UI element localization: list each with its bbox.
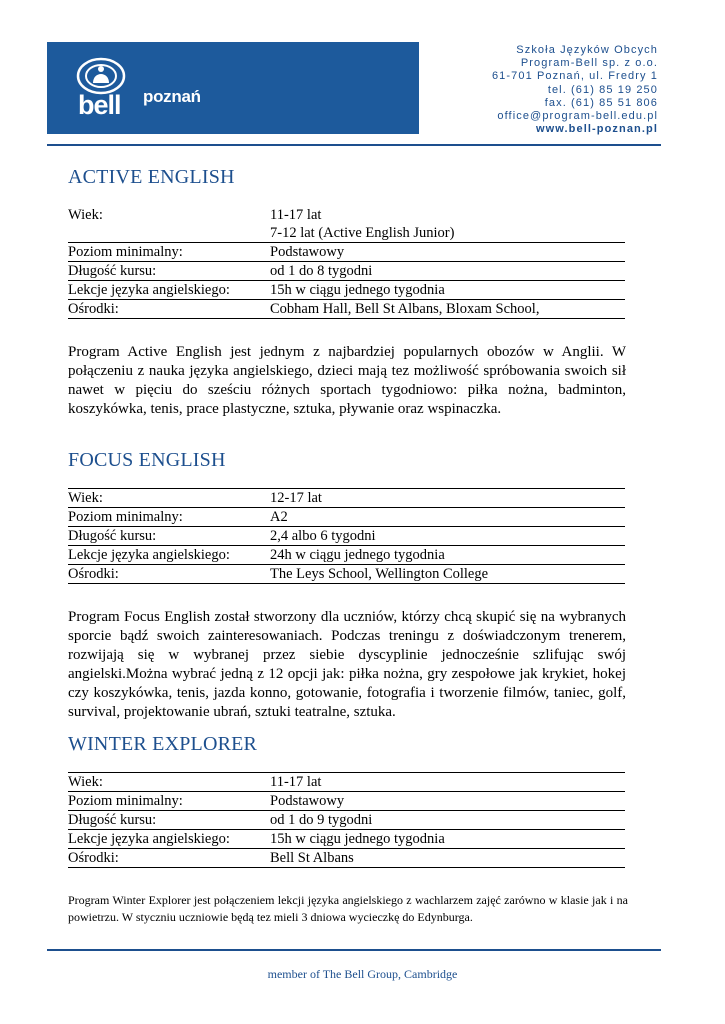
row-value: od 1 do 9 tygodni [270, 812, 373, 828]
table-row [68, 488, 625, 508]
info-table-focus-english [68, 488, 625, 584]
section-description-focus-english: Program Focus English został stworzony dla uczniów, którzy chcą skupić się na wybranych sporcie bądź swoich zainteresowaniach. Podczas treningu z doświadczonym trenerem, rozwijają się w wybranej przez siebie dyscyplinie jednocześnie szlifując swój angielski.Można wybrać jedną z 12 opcji jak: piłka nożna, gry zespołowe jak krykiet, hokej czy koszykówka, tenis, jazda konno, gotowanie, fotografia i tworzenie filmów, taniec, golf, survival, projektowanie ubrań, sztuki teatralne, sztuka. [68, 609, 626, 720]
section-title-winter-explorer: WINTER EXPLORER [68, 733, 258, 755]
info-table-winter-explorer [68, 772, 625, 868]
table-row [68, 849, 625, 868]
row-value: 15h w ciągu jednego tygodnia [270, 831, 445, 847]
row-value: The Leys School, Wellington College [270, 566, 489, 582]
table-row [68, 792, 625, 811]
row-value: Bell St Albans [270, 850, 354, 866]
logo-brand-text: bell [78, 90, 121, 120]
row-value: 15h w ciągu jednego tygodnia [270, 282, 445, 298]
row-key: Poziom minimalny: [68, 793, 183, 809]
row-key: Ośrodki: [68, 850, 119, 866]
row-key: Długość kursu: [68, 263, 157, 279]
row-value: Cobham Hall, Bell St Albans, Bloxam School, [270, 301, 540, 317]
footer-text: member of The Bell Group, Cambridge [267, 967, 458, 981]
email-link[interactable]: office@program-bell.edu.pl [497, 110, 658, 123]
table-row [68, 508, 625, 527]
footer-divider [47, 949, 661, 951]
row-key: Ośrodki: [68, 301, 119, 317]
row-key: Długość kursu: [68, 812, 157, 828]
row-key: Lekcje języka angielskiego: [68, 831, 230, 847]
table-row [68, 772, 625, 792]
table-row [68, 243, 625, 262]
contact-block [492, 44, 658, 136]
row-key: Wiek: [68, 207, 103, 223]
row-value: 24h w ciągu jednego tygodnia [270, 547, 445, 563]
section-description-winter-explorer: Program Winter Explorer jest połączeniem lekcji języka angielskiego z wachlarzem zajęć zarówno w klasie jak i na powietrzu. W styczniu uczniowie będą tez mieli 3 dniowa wycieczkę do Edynburga. [68, 893, 628, 924]
school-name: Szkoła Języków Obcych [516, 44, 658, 56]
info-table-active-english [68, 206, 625, 319]
row-key: Poziom minimalny: [68, 244, 183, 260]
row-key: Poziom minimalny: [68, 509, 183, 525]
row-value-line: 7-12 lat (Active English Junior) [270, 225, 455, 241]
header-logo-panel [47, 42, 419, 134]
row-value: 2,4 albo 6 tygodni [270, 528, 376, 544]
table-row [68, 546, 625, 565]
table-row [68, 527, 625, 546]
section-description-active-english: Program Active English jest jednym z najbardziej popularnych obozów w Anglii. W połączeniu z nauka języka angielskiego, dzieci mają tez możliwość spróbowania swoich sił nawet w pięciu do sześciu różnych sportach tygodniowo: piłka nożna, badminton, koszykówka, tenis, prace plastyczne, sztuka, pływanie oraz wspinaczka. [68, 344, 626, 417]
row-value: od 1 do 8 tygodni [270, 263, 373, 279]
row-value-line: 11-17 lat [270, 207, 322, 223]
table-row [68, 565, 625, 584]
website-link[interactable]: www.bell-poznan.pl [535, 123, 658, 136]
fax: fax. (61) 85 51 806 [544, 96, 658, 109]
row-key: Ośrodki: [68, 566, 119, 582]
row-value: Podstawowy [270, 793, 345, 809]
phone: tel. (61) 85 19 250 [547, 83, 658, 96]
company-name: Program-Bell sp. z o.o. [520, 57, 658, 70]
row-key: Lekcje języka angielskiego: [68, 282, 230, 298]
row-value [270, 206, 625, 242]
section-title-focus-english: FOCUS ENGLISH [68, 449, 226, 471]
table-row [68, 206, 625, 243]
table-row [68, 262, 625, 281]
table-row [68, 300, 625, 319]
table-row [68, 811, 625, 830]
row-key: Lekcje języka angielskiego: [68, 547, 230, 563]
row-value: 12-17 lat [270, 490, 322, 506]
row-key: Wiek: [68, 490, 103, 506]
row-key: Wiek: [68, 774, 103, 790]
table-row [68, 830, 625, 849]
section-title-active-english: ACTIVE ENGLISH [68, 166, 235, 188]
header-divider [47, 144, 661, 146]
logo-city-text: poznań [143, 87, 201, 106]
row-value: Podstawowy [270, 244, 345, 260]
address: 61-701 Poznań, ul. Fredry 1 [491, 70, 658, 83]
table-row [68, 281, 625, 300]
row-value: A2 [270, 509, 288, 525]
row-key: Długość kursu: [68, 528, 157, 544]
row-value: 11-17 lat [270, 774, 322, 790]
